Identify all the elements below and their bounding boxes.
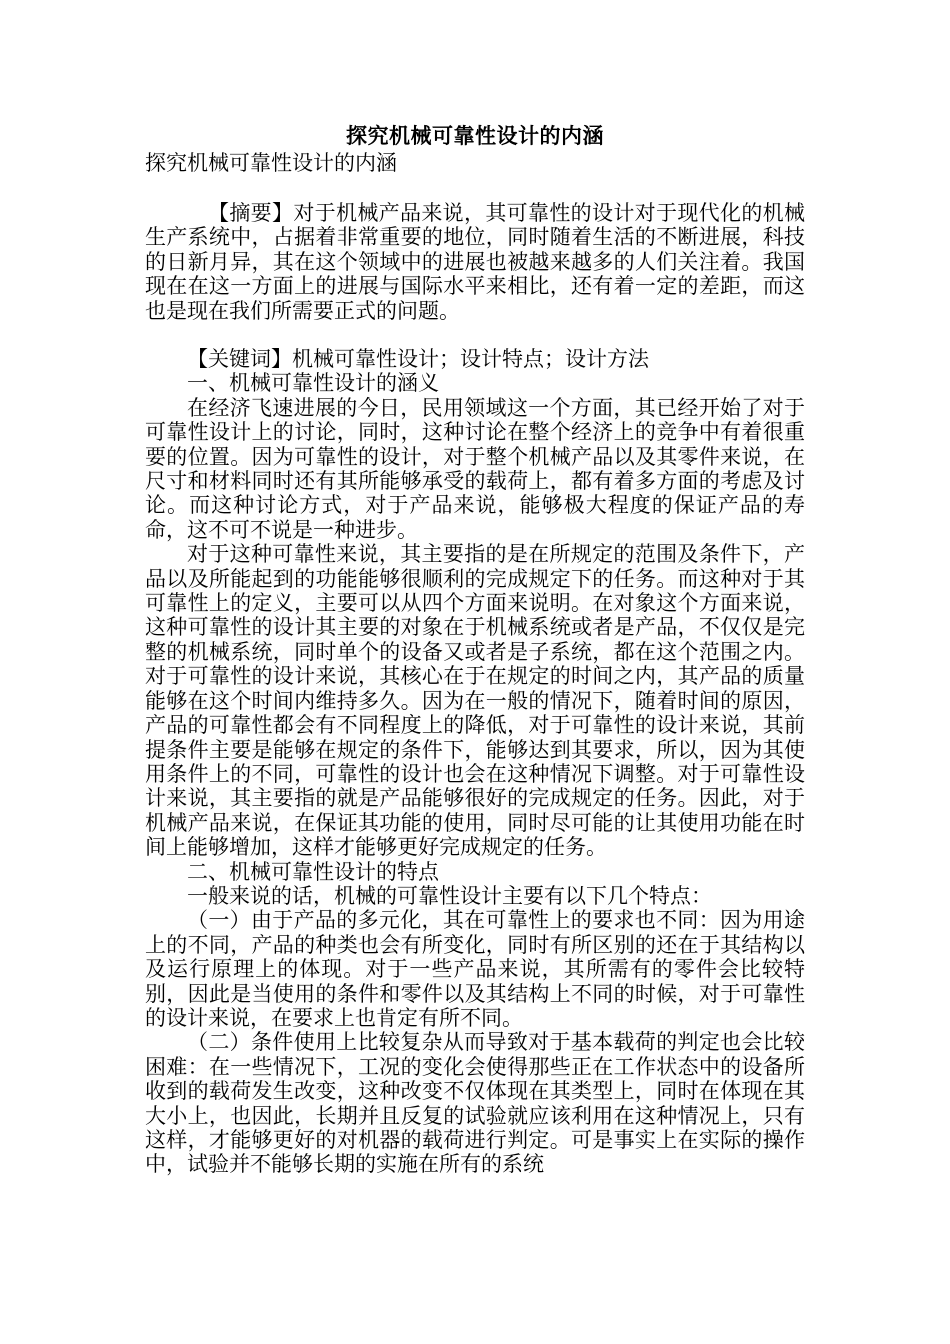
section2-paragraph-2: （二）条件使用上比较复杂从而导致对于基本载荷的判定也会比较困难：在一些情况下，工况的变化会使得那些正在工作状态中的设备所收到的载荷发生改变，这种改变不仅体现在其类型上，同时在体现在其大小上，也因此，长期并且反复的试验就应该利用在这种情况上，只有这样，才能够更好的对机器的载荷进行判定。可是事实上在实际的操作中，试验并不能够长期的实施在所有的系统 [145, 1030, 805, 1177]
keywords-line: 【关键词】机械可靠性设计；设计特点；设计方法 [187, 347, 649, 371]
document-subtitle: 探究机械可靠性设计的内涵 [145, 151, 397, 175]
abstract-paragraph: 【摘要】对于机械产品来说，其可靠性的设计对于现代化的机械生产系统中，占据着非常重要的地位，同时随着生活的不断进展，科技的日新月异，其在这个领域中的进展也被越来越多的人们关注着。我国现在在这一方面上的进展与国际水平来相比，还有着一定的差距，而这也是现在我们所需要正式的问题。 [145, 201, 805, 323]
section1-paragraph-1: 在经济飞速进展的今日，民用领域这一个方面，其已经开始了对于可靠性设计上的讨论，同时，这种讨论在整个经济上的竞争中有着很重要的位置。因为可靠性的设计，对于整个机械产品以及其零件来说，在尺寸和材料同时还有其所能够承受的载荷上，都有着多方面的考虑及讨论。而这种讨论方式，对于产品来说，能够极大程度的保证产品的寿命，这不可不说是一种进步。 [145, 395, 805, 542]
section1-heading: 一、机械可靠性设计的涵义 [187, 371, 439, 396]
main-body [145, 347, 805, 1177]
section2-heading: 二、机械可靠性设计的特点 [187, 859, 439, 884]
section2-paragraph-1: （一）由于产品的多元化，其在可靠性上的要求也不同：因为用途上的不同，产品的种类也会有所变化，同时有所区别的还在于其结构以及运行原理上的体现。对于一些产品来说，其所需有的零件会比较特别，因此是当使用的条件和零件以及其结构上不同的时候，对于可靠性的设计来说，在要求上也肯定有所不同。 [145, 908, 805, 1030]
section2-intro: 一般来说的话，机械的可靠性设计主要有以下几个特点： [187, 883, 712, 908]
abstract-block [145, 201, 805, 323]
document-title: 探究机械可靠性设计的内涵 [346, 123, 604, 148]
section1-paragraph-2: 对于这种可靠性来说，其主要指的是在所规定的范围及条件下，产品以及所能起到的功能能够很顺利的完成规定下的任务。而这种对于其可靠性上的定义，主要可以从四个方面来说明。在对象这个方面来说，这种可靠性的设计其主要的对象在于机械系统或者是产品，不仅仅是完整的机械系统，同时单个的设备又或者是子系统，都在这个范围之内。对于可靠性的设计来说，其核心在于在规定的时间之内，其产品的质量能够在这个时间内维持多久。因为在一般的情况下，随着时间的原因，产品的可靠性都会有不同程度上的降低，对于可靠性的设计来说，其前提条件主要是能够在规定的条件下，能够达到其要求，所以，因为其使用条件上的不同，可靠性的设计也会在这种情况下调整。对于可靠性设计来说，其主要指的就是产品能够很好的完成规定的任务。因此，对于机械产品来说，在保证其功能的使用，同时尽可能的让其使用功能在时间上能够增加，这样才能够更好完成规定的任务。 [145, 542, 805, 860]
